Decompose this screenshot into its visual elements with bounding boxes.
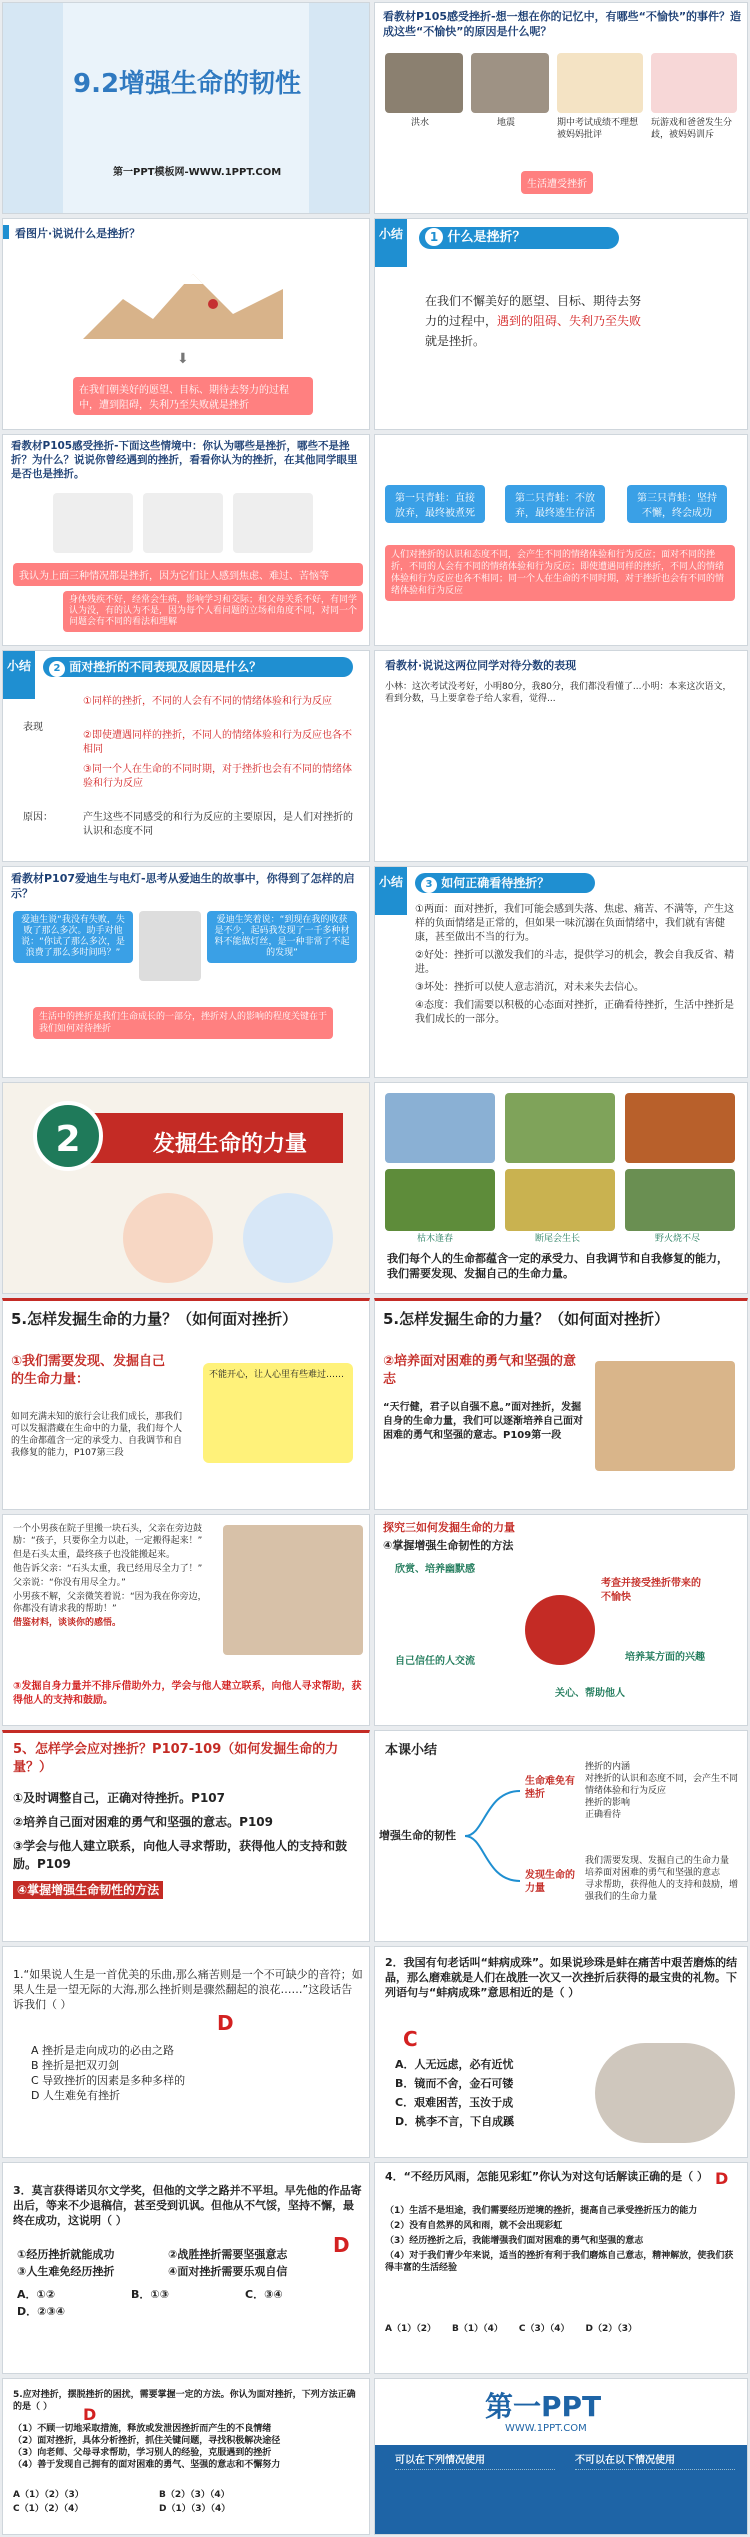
method-item-1: 欣赏、培养幽默感: [395, 1564, 475, 1575]
slide-method-2: [374, 1298, 748, 1510]
brand-site: WWW.1PPT.COM: [505, 2423, 587, 2434]
note-box-2: 身体残疾不好，经常会生病，影响学习和交际；和父母关系不好，有同学认为没，有的认为不是，因为每个人看问题的立场和角度不同，对同一个问题会有不同的看法和理解: [63, 591, 363, 632]
slide-quiz-5: [2, 2378, 370, 2535]
edison-image: [139, 911, 201, 981]
answer-para-3: ③坏处：挫折可以使人意志消沉，对未来失去信心。: [415, 982, 644, 993]
quiz-options: [31, 2043, 351, 2103]
quiz-choice: A．①②: [17, 2288, 56, 2301]
conclusion-box: 在我们朝美好的愿望、目标、期待去努力的过程中，遭到阻碍，失利乃至失败就是挫折: [73, 377, 313, 415]
method-item-5: 关心、帮助他人: [555, 1688, 625, 1699]
caption-fire: 野火烧不尽: [655, 1234, 701, 1244]
quiz-choice: D．②③④: [17, 2305, 66, 2318]
quiz-option: C 导致挫折的因素是多种多样的: [31, 2074, 186, 2087]
slide-summary-3: [374, 866, 748, 1078]
method-subtitle: ①我们需要发现、发掘自己的生命力量：: [11, 1354, 166, 1387]
note-box-1: 我认为上面三种情况都是挫折，因为它们让人感到焦虑、难过、苦恼等: [13, 563, 363, 586]
slide-header: 看教材·说说这两位同学对待分数的表现: [385, 659, 577, 672]
method-item-2: 考查并接受挫折带来的不愉快: [601, 1578, 701, 1603]
caption-lizard: 断尾会生长: [535, 1234, 581, 1244]
quote-box-2: 爱迪生笑着说：“到现在我的收获是不少，起码我发现了一千多种材料不能做灯丝，是一种非常了不起的发现”: [207, 911, 357, 963]
row-label-1: 表现: [23, 722, 43, 733]
summary-tag: 小结: [3, 651, 35, 699]
story-lines: [13, 1523, 213, 1629]
link-list-right: [575, 2469, 735, 2529]
mindmap-leaf: 对挫折的认识和态度不同，会产生不同情绪体验和行为反应: [585, 1774, 739, 1796]
question-title: 如何正确看待挫折？: [441, 876, 550, 890]
quiz-options: [17, 2247, 317, 2279]
method-item-3: 自己信任的人交流: [395, 1656, 475, 1667]
coping-lines: [13, 1789, 363, 1899]
usage-forbidden-title: 不可以在以下情况使用: [575, 2455, 675, 2466]
cartoon-athlete: [123, 1193, 213, 1283]
slide-header: 看教材P105感受挫折-想一想在你的记忆中，有哪些“不愉快”的事件？造成这些“不愉快”的原因是什么呢？: [383, 10, 742, 38]
question-number: 2: [49, 661, 65, 677]
quiz-option: （4）对于我们青少年来说，适当的挫折有利于我们磨炼自己意志，精神解放，使我们获得丰富的生活经验: [385, 2251, 734, 2273]
quiz-choices: [13, 2489, 303, 2515]
mindmap-title: 本课小结: [385, 1743, 438, 1758]
header-marker: [3, 225, 9, 239]
fire-image: [625, 1093, 735, 1163]
subtitle: 第一PPT模板网-WWW.1PPT.COM: [113, 167, 282, 178]
quiz-option: C．艰难困苦，玉汝于成: [395, 2096, 514, 2109]
quiz-choice: C．③④: [245, 2288, 283, 2301]
speech-bubble: [203, 1363, 353, 1463]
quiz-option: D．桃李不言，下自成蹊: [395, 2115, 515, 2128]
method-body: 如同充满未知的旅行会让我们成长，那我们可以发掘潜藏在生命中的力量，我们每个人的生命都蕴含一定的承受力、自我调节和自我修复的能力，P107第三段: [11, 1412, 183, 1458]
coping-title: 5、怎样学会应对挫折？P107-109（如何发掘生命的力量？）: [13, 1742, 339, 1775]
method-subtitle: ④掌握增强生命韧性的方法: [383, 1539, 514, 1552]
quiz-option: B．镜而不舍，金石可镂: [395, 2077, 514, 2090]
slide-methods-circle: [374, 1514, 748, 1726]
quiz-question: 5.应对挫折，摆脱挫折的困扰，需要掌握一定的方法。你认为面对挫折，下列方法正确的是（ ）: [13, 2390, 356, 2412]
mindmap-lines: [465, 1781, 525, 1901]
lizard-image: [505, 1093, 615, 1163]
mindmap-leaf: 挫折的影响: [585, 1798, 631, 1808]
slide-header: 看教材P107爱迪生与电灯-思考从爱迪生的故事中，你得到了怎样的启示？: [11, 872, 355, 900]
slide-summary-2: [2, 650, 370, 862]
cartoon-2: [143, 493, 223, 553]
decor-band-right: [309, 3, 369, 214]
arrow-down-icon: ⬇: [177, 351, 189, 367]
row-text-3: ③同一个人在生命的不同时期，对于挫折也会有不同的情绪体验和行为反应: [83, 764, 352, 789]
quiz-option: （3）经历挫折之后，我能增强我们面对困难的勇气和坚强的意志: [385, 2236, 644, 2246]
slide-quiz-3: [2, 2162, 370, 2374]
story-text: 小林：这次考试没考好，小明80分，我80分，我们都没看懂了...小明：本来这次语文，看到分数，马上要拿卷子给人家看，觉得...: [385, 682, 732, 704]
question-title: 什么是挫折？: [447, 230, 526, 245]
summary-tag: 小结: [375, 219, 407, 267]
question-title: 面对挫折的不同表现及原因是什么？: [69, 660, 262, 674]
mindmap-leaf: 挫折的内涵: [585, 1762, 631, 1772]
mindmap-leaf: 培养面对困难的勇气和坚强的意志: [585, 1868, 721, 1878]
caption-game: 玩游戏和爸爸发生分歧，被妈妈训斥: [651, 118, 733, 140]
cartoon-3: [233, 493, 313, 553]
note-box: 生活中的挫折是我们生命成长的一部分，挫折对人的影响的程度关键在于我们如何对待挫折: [33, 1007, 333, 1039]
coping-line-3: ③学会与他人建立联系，向他人寻求帮助，获得他人的支持和鼓励。P109: [13, 1839, 348, 1871]
method-body: “天行健，君子以自强不息。”面对挫折，发掘自身的生命力量，我们可以逐渐培养自己面对困难的勇气和坚强的意志。P109第一段: [383, 1402, 583, 1441]
mindmap-branch-1: 生命难免有挫折: [525, 1776, 575, 1800]
question-heading: [43, 657, 353, 677]
slide-summary-1: [374, 218, 748, 430]
summary-tag: 小结: [375, 867, 407, 915]
quiz-choice: D（2）（3）: [585, 2324, 638, 2334]
coping-line-4: ④掌握增强生命韧性的方法: [13, 1881, 163, 1899]
frog-chip-1: 第一只青蛙：直接放弃，最终被煮死: [385, 485, 485, 523]
pearl-image: [595, 2043, 735, 2143]
story-line-4: 父亲说：“你没有用尽全力。”: [13, 1578, 126, 1588]
slide-title: [2, 2, 370, 214]
quiz-answer: D: [217, 2011, 234, 2035]
story-line-1: 一个小男孩在院子里搬一块石头，父亲在旁边鼓励：“孩子，只要你全力以赴，一定搬得起来！”: [13, 1524, 203, 1546]
decor-band: [3, 3, 63, 214]
mindmap-leaves-2: [585, 1855, 740, 1903]
method-title: 5.怎样发掘生命的力量？（如何面对挫折）: [11, 1310, 298, 1328]
quiz-option: B 挫折是把双刃剑: [31, 2059, 120, 2072]
slide-header: 看教材P105感受挫折-下面这些情境中：你认为哪些是挫折，哪些不是挫折？为什么？说说你曾经遇到的挫折，看看你认为的挫折，在其他同学眼里是否也是挫折。: [11, 440, 358, 480]
quiz-options: [385, 2205, 740, 2274]
quiz-choice: B（1）（4）: [452, 2324, 503, 2334]
quiz-answer: C: [403, 2027, 418, 2051]
earthquake-image: [471, 53, 549, 113]
quiz-choice: C（3）（4）: [518, 2324, 570, 2334]
frog-chip-2: 第二只青蛙：不放弃，最终逃生存活: [505, 485, 605, 523]
quiz-option: （1）生活不是坦途，我们需要经历逆境的挫折，提高自己承受挫折压力的能力: [385, 2206, 698, 2216]
quiz-option: （2）面对挫折，具体分析挫折，抓住关键问题，寻找积极解决途径: [13, 2436, 281, 2446]
answer-para-1: ①两面：面对挫折，我们可能会感到失落、焦虑、痛苦、不满等，产生这样的负面情绪是正常的，但如果一味沉溺在负面情绪中，我们就有害健康，甚至做出不当的行为。: [415, 904, 734, 943]
quiz-option: A．人无远虑，必有近忧: [395, 2058, 514, 2071]
quiz-option: A 挫折是走向成功的必由之路: [31, 2044, 175, 2057]
mindmap-root: 增强生命的韧性: [379, 1829, 456, 1842]
definition-text: 在我们不懈美好的愿望、目标、期待去努 力的过程中，遇到的阻碍、失利乃至失败 就是挫折。: [425, 294, 642, 348]
slide-mindmap: [374, 1730, 748, 1942]
answer-text: ③发掘自身力量并不排斥借助外力，学会与他人建立联系，向他人寻求帮助，获得他人的支持和鼓励。: [13, 1681, 362, 1706]
question-heading: [419, 227, 619, 249]
mindmap-leaf: 我们需要发现、发掘自己的生命力量: [585, 1856, 730, 1866]
slide-situations: [2, 434, 370, 646]
slide-brand: [374, 2378, 748, 2535]
row-text-2: ②即使遭遇同样的挫折，不同人的情绪体验和行为反应也各不相同: [83, 730, 352, 755]
section-title: 发掘生命的力量: [153, 1132, 308, 1157]
slide-quiz-4: [374, 2162, 748, 2374]
brand-logo: 第一PPT: [485, 2390, 602, 2423]
brand-header: [375, 2379, 748, 2445]
quiz-option: ②战胜挫折需要坚强意志: [168, 2248, 288, 2261]
mountain-illustration: [83, 259, 283, 339]
frog-chip-3: 第三只青蛙：坚持不懈，终会成功: [627, 485, 727, 523]
quiz-option: （3）向老师、父母寻求帮助，学习别人的经验，克服遇到的挫折: [13, 2448, 272, 2458]
story-line-5: 小男孩不解，父亲微笑着说：“因为我在你旁边，你都没有请求我的帮助！”: [13, 1592, 207, 1614]
quiz-answer: D: [333, 2233, 350, 2257]
slide-quiz-1: [2, 1946, 370, 2158]
usage-allowed-title: 可以在下列情况使用: [395, 2455, 485, 2466]
slide-edison: [2, 866, 370, 1078]
answer-para-2: ②好处：挫折可以激发我们的斗志，提供学习的机会，教会自我反省、精进。: [415, 950, 734, 975]
quiz-option: D 人生难免有挫折: [31, 2089, 120, 2102]
father-son-image: [223, 1525, 363, 1655]
quiz-choice: A（1）（2）（3）: [13, 2490, 84, 2500]
quiz-option: （2）没有自然界的风和雨，就不会出现彩虹: [385, 2221, 563, 2231]
quiz-question: 4．“不经历风雨，怎能见彩虹”你认为对这句话解读正确的是（ ）: [385, 2170, 708, 2183]
quiz-choices: [385, 2323, 740, 2335]
mindmap-branch-2: 发现生命的力量: [525, 1870, 575, 1894]
mindmap-leaves-1: [585, 1761, 740, 1821]
life-force-text: 我们每个人的生命都蕴含一定的承受力、自我调节和自我修复的能力，我们需要发现、发掘自己的生命力量。: [387, 1252, 728, 1280]
slide-scores: [374, 650, 748, 862]
flood-image: [385, 53, 463, 113]
slide-frustration-events: [374, 2, 748, 214]
cartoon-1: [53, 493, 133, 553]
quiz-option: ①经历挫折就能成功: [17, 2248, 115, 2261]
game-cartoon-image: [651, 53, 737, 113]
quiz-option: （4）善于发现自己拥有的面对困难的勇气、坚强的意志和不懈努力: [13, 2460, 281, 2470]
conclusion-box: 生活遭受挫折: [521, 171, 593, 194]
question-heading: [415, 873, 595, 893]
quiz-choice: B（2）（3）（4）: [159, 2490, 230, 2500]
caption-earthquake: 地震: [497, 118, 516, 128]
grass-image: [625, 1169, 735, 1231]
quiz-answer: D: [715, 2169, 729, 2188]
coping-line-2: ②培养自己面对困难的勇气和坚强的意志。P109: [13, 1815, 274, 1829]
slide-header: 看图片·说说什么是挫折？: [15, 227, 141, 240]
quote-box-1: 爱迪生说“我没有失败，失败了那么多次。助手对他说：“你试了那么多次，是浪费了那么多时间吗？”: [13, 911, 133, 963]
quiz-choice: B．①③: [131, 2288, 170, 2301]
caption-tree: 枯木逢春: [417, 1234, 454, 1244]
quiz-answer: D: [83, 2405, 97, 2424]
quiz-option: ④面对挫折需要乐观自信: [168, 2265, 288, 2278]
question-number: 1: [425, 228, 443, 246]
slide-section-2: [2, 1082, 370, 1294]
note-box: 人们对挫折的认识和态度不同，会产生不同的情绪体验和行为反应；面对不同的挫折，不同的人会有不同的情绪体验和行为反应；即使遭遇同样的挫折，不同人的情绪体验和行为反应也各不相同；同一个人在生命的不同时期，对于挫折也会有不同的情绪体验和行为反应: [385, 545, 735, 601]
link-list-left: [395, 2469, 555, 2529]
quiz-choices: [17, 2287, 357, 2319]
caption-flood: 洪水: [411, 118, 430, 128]
center-circle: [525, 1595, 595, 1665]
page-title: 9.2增强生命的韧性: [73, 69, 302, 99]
row-label-4: 原因：: [23, 812, 53, 823]
cartoon-student: [243, 1193, 333, 1283]
caption-exam: 期中考试成绩不理想被妈妈批评: [557, 118, 639, 140]
story-line-2: 但是石头太重，最终孩子也没能搬起来。: [13, 1550, 176, 1560]
row-text-1: ①同样的挫折，不同的人会有不同的情绪体验和行为反应: [83, 696, 332, 707]
quiz-question: 3．莫言获得诺贝尔文学奖，但他的文学之路并不平坦。早先他的作品寄出后，等来不少退稿信，甚至受到讥讽。但他从不气馁，坚持不懈，最终在成功，这说明（ ）: [13, 2184, 362, 2227]
method-subtitle: ②培养面对困难的勇气和坚强的意志: [383, 1354, 577, 1387]
coping-line-1: ①及时调整自己，正确对待挫折。P107: [13, 1791, 226, 1805]
slide-coping-summary: [2, 1730, 370, 1942]
dry-tree-image: [385, 1093, 495, 1163]
quiz-options: [395, 2057, 575, 2129]
row-text-4: 产生这些不同感受的和行为反应的主要原因，是人们对挫折的认识和态度不同: [83, 812, 353, 837]
section-number: 2: [33, 1101, 103, 1171]
quiz-question: 1.“如果说人生是一首优美的乐曲,那么痛苦则是一个不可缺少的音符；如果人生是一望无际的大海,那么挫折则是骤然翻起的浪花……”这段话告诉我们（ ）: [13, 1968, 363, 2011]
slide-quiz-2: [374, 1946, 748, 2158]
story-line-6: 借鉴材料，谈谈你的感悟。: [13, 1618, 122, 1628]
quiz-option: ③人生难免经历挫折: [17, 2265, 115, 2278]
quiz-choice: A（1）（2）: [385, 2324, 436, 2334]
slide-life-force: [374, 1082, 748, 1294]
quiz-question: 2．我国有句老话叫“蚌病成珠”。如果说珍珠是蚌在痛苦中艰苦磨炼的结晶，那么磨难就是人们在战胜一次又一次挫折后获得的最宝贵的礼物。下列语句与“蚌病成珠”意思相近的是（ ）: [385, 1956, 738, 1999]
slide-boy-and-stone: [2, 1514, 370, 1726]
tree-image: [385, 1169, 495, 1231]
answer-para-4: ④态度：我们需要以积极的心态面对挫折，正确看待挫折，生活中挫折是我们成长的一部分。: [415, 1000, 734, 1025]
slide-method-1: [2, 1298, 370, 1510]
answer-paras: [415, 903, 735, 1027]
slide-what-is-frustration: [2, 218, 370, 430]
quiz-options: [13, 2423, 363, 2471]
quiz-choice: D（1）（3）（4）: [159, 2504, 231, 2514]
story-line-3: 他告诉父亲：“石头太重，我已经用尽全力了！”: [13, 1564, 203, 1574]
method-item-4: 培养某方面的兴趣: [625, 1652, 705, 1663]
mindmap-leaf: 寻求帮助，获得他人的支持和鼓励，增强我们的生命力量: [585, 1880, 739, 1902]
quiz-option: （1）不顾一切地采取措施，释放或发泄因挫折而产生的不良情绪: [13, 2424, 272, 2434]
calligraphy-image: [595, 1361, 735, 1471]
method-title: 5.怎样发掘生命的力量？（如何面对挫折）: [383, 1310, 670, 1328]
question-number: 3: [421, 877, 437, 893]
exam-cartoon-image: [557, 53, 643, 113]
lizard-tail-image: [505, 1169, 615, 1231]
quiz-choice: C（1）（2）（4）: [13, 2504, 84, 2514]
slide-header: 探究三如何发掘生命的力量: [383, 1521, 515, 1534]
speech-bubble-text: 不能开心，让人心里有些难过……: [209, 1370, 345, 1380]
slide-three-frogs: [374, 434, 748, 646]
mindmap-leaf: 正确看待: [585, 1810, 622, 1820]
